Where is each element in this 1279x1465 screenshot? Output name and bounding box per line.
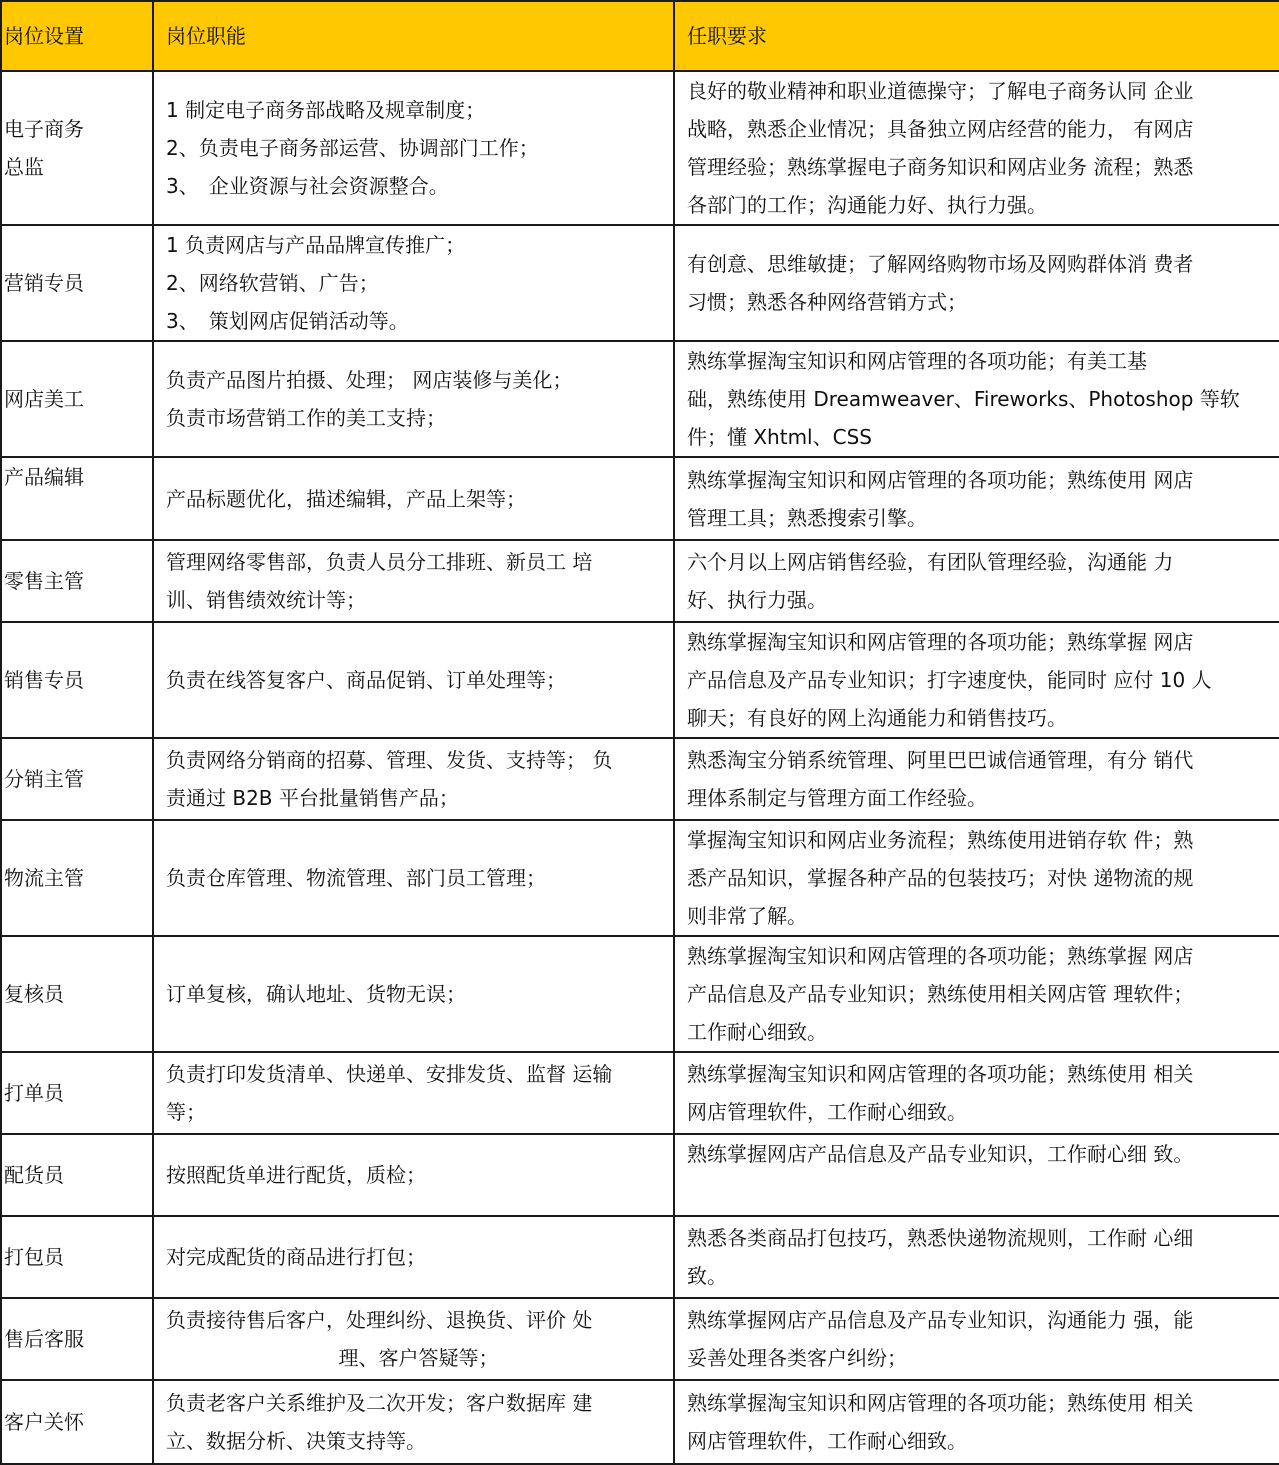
table-body xyxy=(1,71,1279,1464)
duties-cell xyxy=(153,540,674,622)
table-row xyxy=(1,540,1279,622)
requirements-cell xyxy=(674,341,1279,457)
requirements-cell-line: 理体系制定与管理方面工作经验。 xyxy=(687,786,987,810)
duties-cell-line: 管理网络零售部，负责人员分工排班、新员工 培 xyxy=(166,550,593,574)
requirements-cell-line: 妥善处理各类客户纠纷； xyxy=(687,1346,907,1370)
requirements-cell-line: 管理工具；熟悉搜索引擎。 xyxy=(687,505,927,530)
requirements-cell-line: 悉产品知识，掌握各种产品的包装技巧；对快 递物流的规 xyxy=(687,866,1194,890)
duties-cell xyxy=(153,738,674,820)
duties-cell xyxy=(153,622,674,738)
duties-cell-line: 2、负责电子商务部运营、协调部门工作； xyxy=(166,136,539,160)
requirements-cell-line: 产品信息及产品专业知识；熟练使用相关网店管 理软件； xyxy=(687,982,1194,1006)
requirements-cell-line: 熟练掌握淘宝知识和网店管理的各项功能；熟练使用 网店 xyxy=(687,467,1194,492)
position-cell xyxy=(1,1380,153,1464)
requirements-cell-line: 工作耐心细致。 xyxy=(687,1020,827,1044)
duties-cell-line: 对完成配货的商品进行打包； xyxy=(166,1245,426,1269)
duties-cell-line: 负责打印发货清单、快递单、安排发货、监督 运输 xyxy=(166,1062,613,1086)
position-cell-line: 销售专员 xyxy=(4,668,84,692)
requirements-cell-line: 战略，熟悉企业情况；具备独立网店经营的能力， 有网店 xyxy=(687,117,1194,141)
requirements-cell xyxy=(674,457,1279,540)
requirements-cell-line: 有创意、思维敏捷；了解网络购物市场及网购群体消 费者 xyxy=(687,252,1194,276)
requirements-cell-line: 聊天；有良好的网上沟通能力和销售技巧。 xyxy=(687,706,1067,730)
position-cell-line: 复核员 xyxy=(4,982,64,1006)
duties-cell xyxy=(153,71,674,225)
table-row xyxy=(1,1298,1279,1380)
duties-cell-line: 2、网络软营销、广告； xyxy=(166,271,379,295)
table-row xyxy=(1,71,1279,225)
table-row xyxy=(1,1052,1279,1134)
position-cell xyxy=(1,1298,153,1380)
position-cell-line: 网店美工 xyxy=(4,387,84,411)
position-cell xyxy=(1,622,153,738)
duties-cell xyxy=(153,1380,674,1464)
duties-cell-line: 负责市场营销工作的美工支持； xyxy=(166,406,446,430)
duties-cell-line: 训、销售绩效统计等； xyxy=(166,588,366,612)
position-cell xyxy=(1,457,153,540)
table-row xyxy=(1,225,1279,341)
header-position: 岗位设置 xyxy=(1,1,153,71)
duties-cell xyxy=(153,457,674,540)
table-row xyxy=(1,738,1279,820)
requirements-cell-line: 础，熟练使用 Dreamweaver、Fireworks、Photoshop 等软 xyxy=(687,387,1240,411)
duties-cell-line: 立、数据分析、决策支持等。 xyxy=(166,1429,426,1453)
duties-cell-line: 责通过 B2B 平台批量销售产品； xyxy=(166,786,459,810)
requirements-cell-line: 各部门的工作；沟通能力好、执行力强。 xyxy=(687,193,1047,217)
position-cell-line: 物流主管 xyxy=(4,866,84,890)
header-row xyxy=(1,1,1279,71)
position-cell-line: 客户关怀 xyxy=(4,1410,84,1434)
header-duties: 岗位职能 xyxy=(153,1,674,71)
position-cell-line: 产品编辑 xyxy=(4,465,84,489)
duties-cell-line: 按照配货单进行配货，质检； xyxy=(166,1163,426,1187)
duties-cell-line: 3、 企业资源与社会资源整合。 xyxy=(166,174,449,198)
requirements-cell-line: 致。 xyxy=(687,1264,727,1288)
duties-cell-line: 负责在线答复客户、商品促销、订单处理等； xyxy=(166,668,566,692)
requirements-cell-line: 熟练掌握网店产品信息及产品专业知识，工作耐心细 致。 xyxy=(687,1142,1194,1166)
requirements-cell xyxy=(674,1380,1279,1464)
duties-cell-line: 3、 策划网店促销活动等。 xyxy=(166,309,409,333)
position-cell-line: 分销主管 xyxy=(4,767,84,791)
duties-cell xyxy=(153,1216,674,1298)
requirements-cell xyxy=(674,1298,1279,1380)
duties-cell xyxy=(153,1298,674,1380)
duties-cell-line: 1 负责网店与产品品牌宣传推广； xyxy=(166,233,466,257)
position-cell xyxy=(1,1216,153,1298)
duties-cell-line: 负责接待售后客户，处理纠纷、退换货、评价 处 xyxy=(166,1308,593,1332)
requirements-cell xyxy=(674,1052,1279,1134)
requirements-cell-line: 良好的敬业精神和职业道德操守；了解电子商务认同 企业 xyxy=(687,79,1194,103)
requirements-cell-line: 熟悉淘宝分销系统管理、阿里巴巴诚信通管理，有分 销代 xyxy=(687,748,1194,772)
position-cell-line: 电子商务 xyxy=(4,117,84,141)
duties-cell-line: 理、客户答疑等； xyxy=(338,1346,499,1370)
position-cell-line: 售后客服 xyxy=(4,1327,84,1351)
position-cell-line: 打单员 xyxy=(4,1081,64,1105)
requirements-cell-line: 熟练掌握淘宝知识和网店管理的各项功能；熟练使用 相关 xyxy=(687,1391,1194,1415)
requirements-cell xyxy=(674,71,1279,225)
position-cell-line: 打包员 xyxy=(4,1245,64,1269)
duties-cell-line: 负责网络分销商的招募、管理、发货、支持等； 负 xyxy=(166,748,613,772)
requirements-cell-line: 件；懂 Xhtml、CSS xyxy=(687,425,872,449)
table-row xyxy=(1,1216,1279,1298)
duties-cell-line: 负责老客户关系维护及二次开发；客户数据库 建 xyxy=(166,1391,593,1415)
table-row xyxy=(1,1380,1279,1464)
position-cell xyxy=(1,341,153,457)
requirements-cell-line: 好、执行力强。 xyxy=(687,588,827,612)
requirements-cell-line: 则非常了解。 xyxy=(687,904,807,928)
position-cell xyxy=(1,71,153,225)
requirements-cell xyxy=(674,540,1279,622)
position-cell-line: 零售主管 xyxy=(4,569,84,593)
duties-cell xyxy=(153,1134,674,1216)
requirements-cell xyxy=(674,622,1279,738)
requirements-cell-line: 熟练掌握淘宝知识和网店管理的各项功能；熟练使用 相关 xyxy=(687,1062,1194,1086)
duties-cell-line: 负责仓库管理、物流管理、部门员工管理； xyxy=(166,866,546,890)
requirements-cell xyxy=(674,738,1279,820)
duties-cell xyxy=(153,936,674,1052)
requirements-cell xyxy=(674,1134,1279,1216)
requirements-cell-line: 网店管理软件，工作耐心细致。 xyxy=(687,1429,967,1453)
duties-cell xyxy=(153,820,674,936)
position-cell-line: 营销专员 xyxy=(4,271,84,295)
table-row xyxy=(1,1134,1279,1216)
requirements-cell-line: 管理经验；熟练掌握电子商务知识和网店业务 流程；熟悉 xyxy=(687,155,1194,179)
requirements-cell-line: 熟练掌握淘宝知识和网店管理的各项功能；熟练掌握 网店 xyxy=(687,630,1194,654)
duties-cell xyxy=(153,225,674,341)
table-row xyxy=(1,341,1279,457)
position-cell xyxy=(1,820,153,936)
requirements-cell-line: 熟练掌握淘宝知识和网店管理的各项功能；有美工基 xyxy=(687,349,1147,373)
position-cell-line: 总监 xyxy=(4,155,44,179)
duties-cell-line: 产品标题优化，描述编辑，产品上架等； xyxy=(166,486,526,511)
position-cell xyxy=(1,738,153,820)
requirements-cell xyxy=(674,1216,1279,1298)
requirements-cell-line: 产品信息及产品专业知识；打字速度快，能同时 应付 10 人 xyxy=(687,668,1212,692)
requirements-cell-line: 熟悉各类商品打包技巧，熟悉快递物流规则，工作耐 心细 xyxy=(687,1226,1194,1250)
requirements-cell-line: 六个月以上网店销售经验，有团队管理经验，沟通能 力 xyxy=(687,550,1174,574)
requirements-cell-line: 网店管理软件，工作耐心细致。 xyxy=(687,1100,967,1124)
position-cell xyxy=(1,1052,153,1134)
requirements-cell-line: 掌握淘宝知识和网店业务流程；熟练使用进销存软 件；熟 xyxy=(687,828,1194,852)
duties-cell xyxy=(153,341,674,457)
table-row xyxy=(1,936,1279,1052)
position-cell xyxy=(1,1134,153,1216)
duties-cell-line: 等； xyxy=(166,1100,206,1124)
duties-cell-line: 负责产品图片拍摄、处理； 网店装修与美化； xyxy=(166,368,573,392)
requirements-cell xyxy=(674,820,1279,936)
requirements-cell xyxy=(674,936,1279,1052)
duties-cell-line: 订单复核，确认地址、货物无误； xyxy=(166,982,466,1006)
requirements-cell-line: 熟练掌握淘宝知识和网店管理的各项功能；熟练掌握 网店 xyxy=(687,944,1194,968)
requirements-cell-line: 习惯；熟悉各种网络营销方式； xyxy=(687,290,967,314)
position-cell xyxy=(1,540,153,622)
position-cell-line: 配货员 xyxy=(4,1163,64,1187)
position-cell xyxy=(1,225,153,341)
header-requirements: 任职要求 xyxy=(674,1,1279,71)
table-row xyxy=(1,457,1279,540)
duties-cell-line: 1 制定电子商务部战略及规章制度； xyxy=(166,98,486,122)
duties-cell xyxy=(153,1052,674,1134)
requirements-cell-line: 熟练掌握网店产品信息及产品专业知识，沟通能力 强，能 xyxy=(687,1308,1194,1332)
table-row xyxy=(1,622,1279,738)
table-row xyxy=(1,820,1279,936)
requirements-cell xyxy=(674,225,1279,341)
position-cell xyxy=(1,936,153,1052)
